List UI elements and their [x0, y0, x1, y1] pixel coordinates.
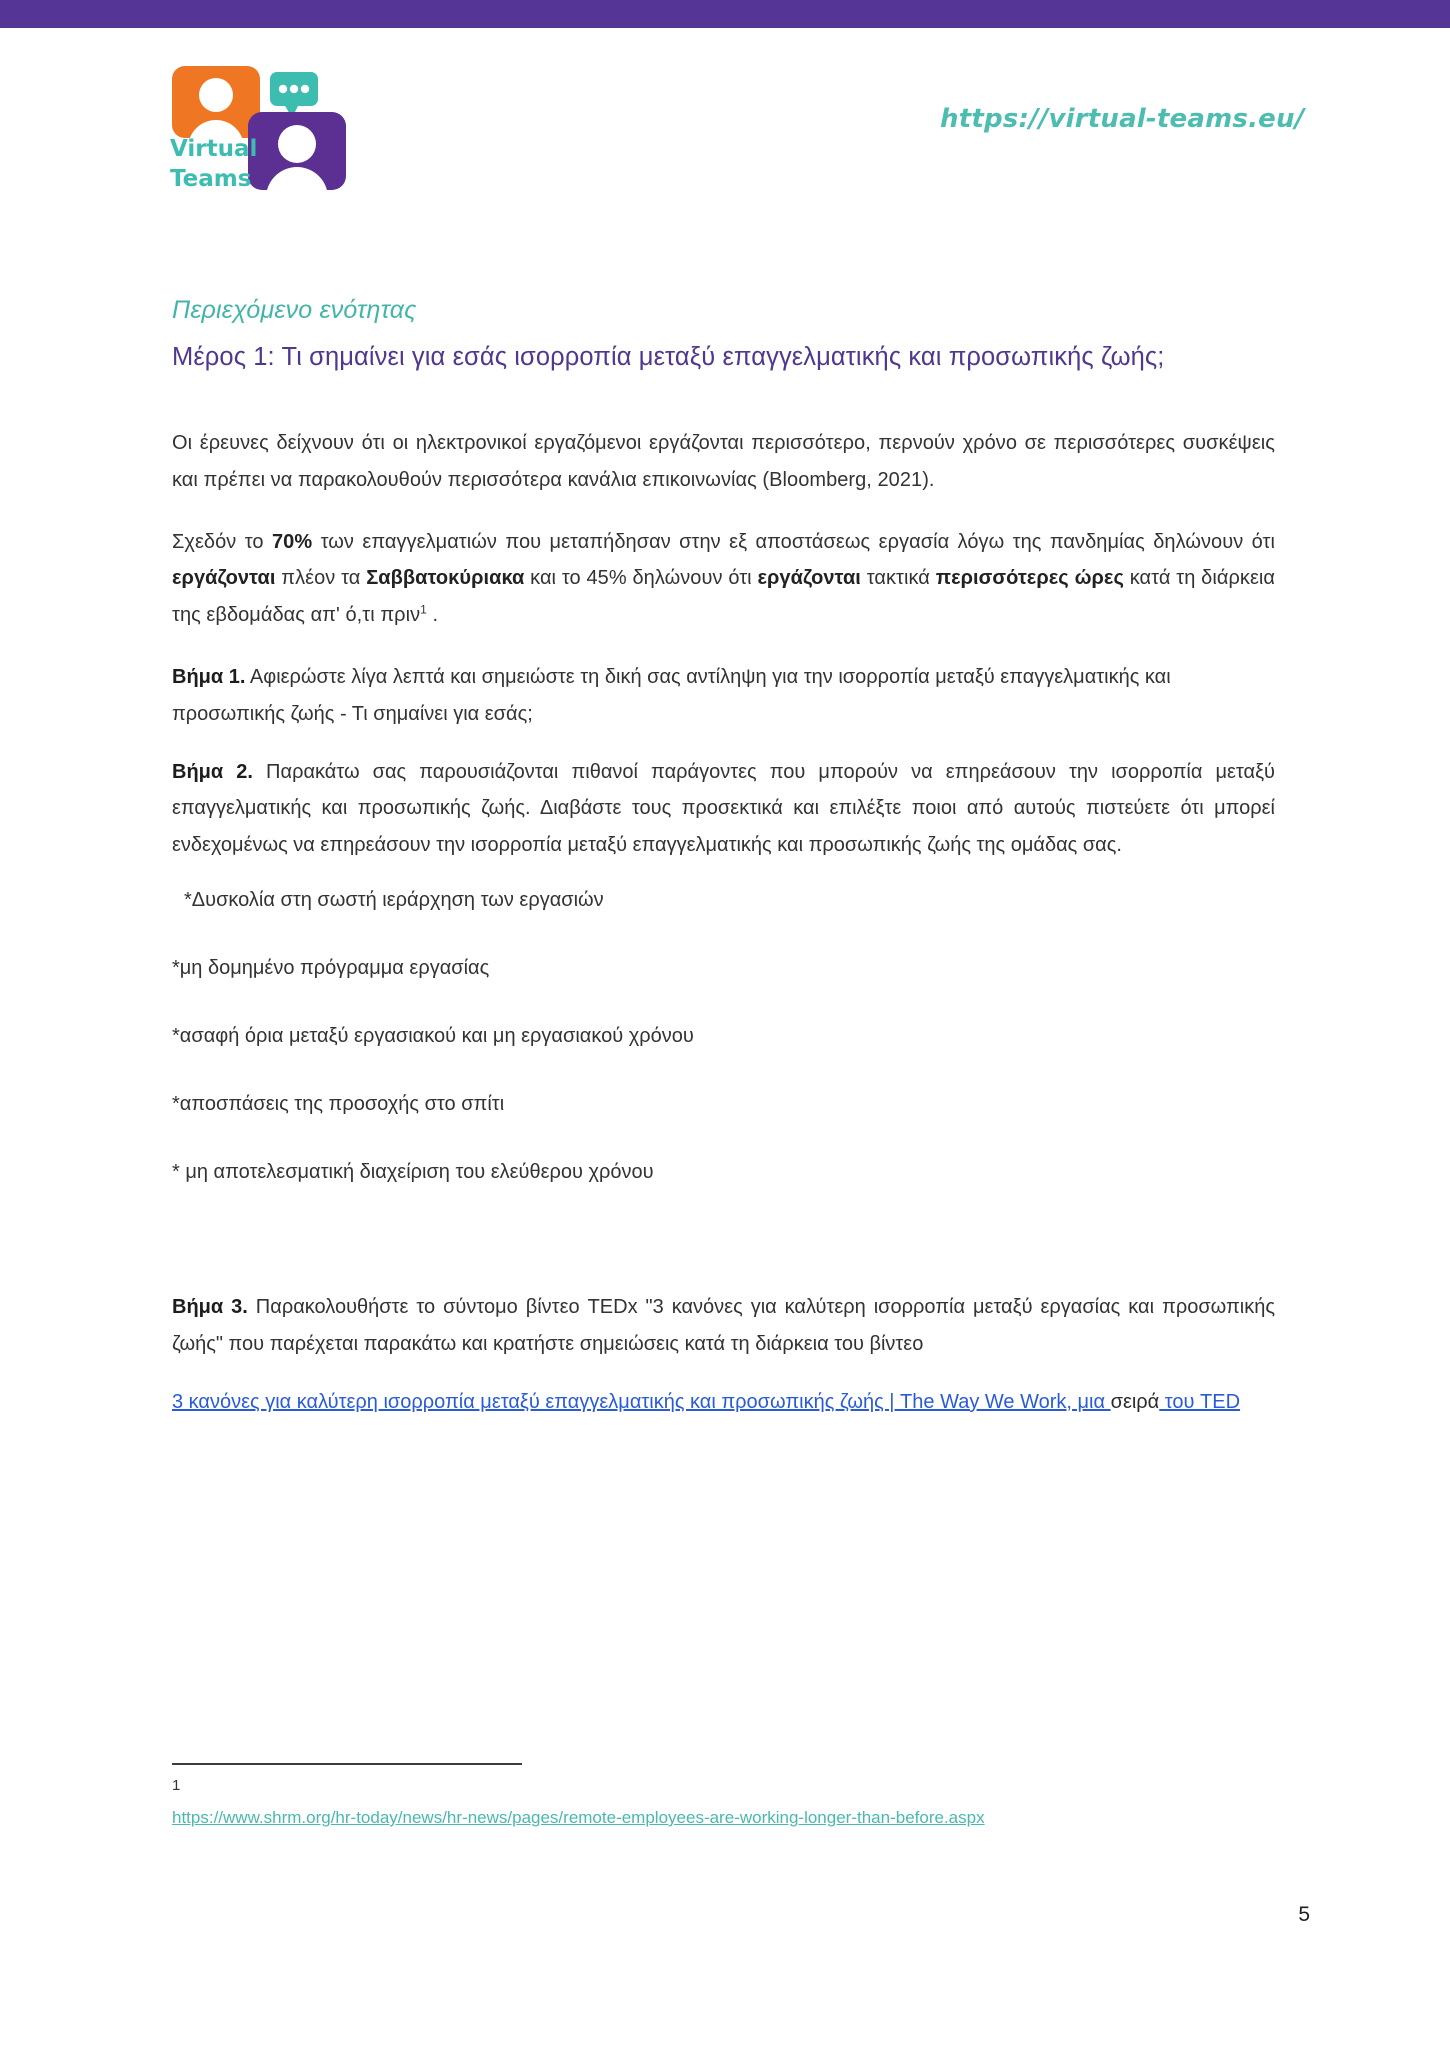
- factor-item-1: *Δυσκολία στη σωστή ιεράρχηση των εργασιών: [184, 889, 604, 912]
- virtual-teams-logo: [166, 58, 366, 198]
- factor-item-5: * μη αποτελεσματική διαχείριση του ελεύθερου χρόνου: [172, 1161, 654, 1184]
- logo-wordmark-line2: Teams: [170, 166, 252, 192]
- footnote-marker: 1: [172, 1777, 181, 1794]
- stat-bold-working-2: εργάζονται: [757, 567, 861, 590]
- spacer: [172, 1225, 1275, 1289]
- logo-wordmark-line1: Virtual: [170, 136, 258, 162]
- stat-text-4: και το 45% δηλώνουν ότι: [524, 567, 758, 590]
- step-3-text: Παρακολουθήστε το σύντομο βίντεο TEDx "3 κανόνες για καλύτερη ισορροπία μεταξύ εργασίας και προσωπικής ζωής" που παρέχεται παρακάτω και κρατήστε σημειώσεις κατά τη διάρκεια του βίντεο: [172, 1296, 1275, 1355]
- stat-bold-working-1: εργάζονται: [172, 567, 276, 590]
- step-3: [172, 1289, 1275, 1362]
- factor-item-3: *ασαφή όρια μεταξύ εργασιακού και μη εργασιακού χρόνου: [172, 1025, 694, 1048]
- ted-video-link-part2[interactable]: του TED: [1159, 1390, 1241, 1413]
- factor-item-4: *αποσπάσεις της προσοχής στο σπίτι: [172, 1093, 505, 1116]
- step-1-label: Βήμα 1.: [172, 666, 246, 689]
- step-2-text: Παρακάτω σας παρουσιάζονται πιθανοί παράγοντες που μπορούν να επηρεάσουν την ισορροπία μεταξύ επαγγελματικής και προσωπικής ζωής. Διαβάστε τους προσεκτικά και επιλέξτε ποιοι από αυτούς πιστεύετε ότι μπορεί ενδεχομένως να επηρεάσουν την ισορροπία μεταξύ επαγγελματικής και προσωπικής ζωής της ομάδας σας.: [172, 760, 1275, 856]
- step-2: [172, 754, 1275, 863]
- page-number: 5: [1298, 1903, 1310, 1926]
- stat-bold-weekends: Σαββατοκύριακα: [366, 567, 525, 590]
- stat-text-3: πλέον τα: [275, 567, 367, 590]
- stat-bold-more-hours: περισσότερες ώρες: [935, 567, 1124, 590]
- page-header: [0, 46, 1450, 196]
- footnote-area: [172, 1763, 1275, 1833]
- logo-graphic: [166, 58, 366, 198]
- paragraph-research: Οι έρευνες δείχνουν ότι οι ηλεκτρονικοί εργαζόμενοι εργάζονται περισσότερο, περνούν χρόνο σε περισσότερες συσκέψεις και πρέπει να παρακολουθούν περισσότερα κανάλια επικοινωνίας (Bloomberg, 2021).: [172, 432, 1275, 491]
- stat-text-1: Σχεδόν το: [172, 530, 272, 553]
- step-3-label: Βήμα 3.: [172, 1296, 248, 1319]
- factor-item-2: *μη δομημένο πρόγραμμα εργασίας: [172, 957, 490, 980]
- footnote-reference-1[interactable]: 1: [420, 602, 427, 617]
- factors-list: [172, 885, 1275, 1187]
- stat-bold-70: 70%: [271, 530, 313, 553]
- video-link-plain-word: σειρά: [1110, 1390, 1160, 1413]
- ted-video-link-part1[interactable]: 3 κανόνες για καλύτερη ισορροπία μεταξύ επαγγελματικής και προσωπικής ζωής | The Way We Work, μια: [172, 1390, 1111, 1413]
- document-page: [0, 28, 1450, 2048]
- step-1: [172, 659, 1275, 732]
- video-link-block: [172, 1384, 1275, 1421]
- step-1-text: Αφιερώστε λίγα λεπτά και σημειώστε τη δική σας αντίληψη για την ισορροπία μεταξύ επαγγελματικής και προσωπικής ζωής - Τι σημαίνει για εσάς;: [172, 666, 1171, 725]
- section-kicker: Περιεχόμενο ενότητας: [172, 296, 417, 324]
- step-2-label: Βήμα 2.: [172, 760, 253, 783]
- page-title: Μέρος 1: Τι σημαίνει για εσάς ισορροπία μεταξύ επαγγελματικής και προσωπικής ζωής;: [172, 343, 1165, 371]
- stat-text-6: κατά τη διάρκεια της εβδομάδας απ' ό,τι πριν: [172, 567, 1276, 626]
- document-content: [172, 296, 1275, 1421]
- paragraph-statistics: [172, 524, 1275, 633]
- stat-text-5: τακτικά: [860, 567, 936, 590]
- top-purple-bar: [0, 0, 1450, 28]
- stat-text-2: των επαγγελματιών που μεταπήδησαν στην εξ αποστάσεως εργασία λόγω της πανδημίας δηλώνουν ότι: [312, 530, 1275, 553]
- stat-text-7: .: [426, 603, 439, 626]
- footnote-source-link[interactable]: https://www.shrm.org/hr-today/news/hr-news/pages/remote-employees-are-working-longer-than-before.aspx: [172, 1808, 985, 1827]
- site-url[interactable]: https://virtual-teams.eu/: [940, 104, 1305, 134]
- footnote-separator: [172, 1763, 522, 1765]
